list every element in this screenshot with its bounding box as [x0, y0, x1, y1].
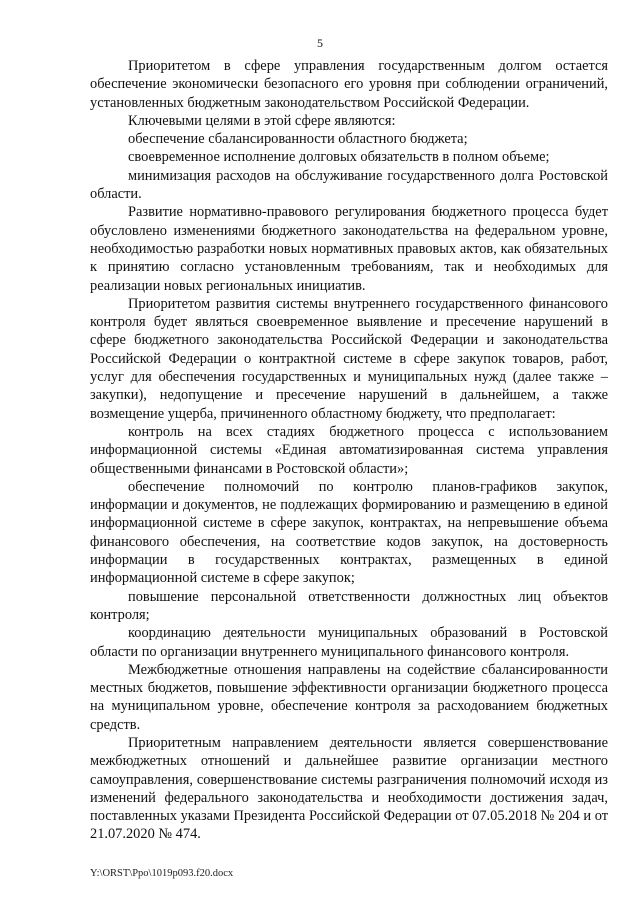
paragraph-procurement-control: обеспечение полномочий по контролю планов-графиков закупок, информации и документов, не подлежащих формированию и размещению в единой информационной системе в сфере закупок, контрактах, на непревышение объема финансового обеспечения, на соответствие кодов закупок, на достоверность информации в государственных контрактах, размещенных в единой информационной системе в сфере закупок; — [90, 478, 608, 587]
footer-file-path: Y:\ORST\Ppo\1019p093.f20.docx — [90, 868, 234, 879]
paragraph-goal-minimization: минимизация расходов на обслуживание государственного долга Ростовской области. — [90, 167, 608, 203]
paragraph-control-stages: контроль на всех стадиях бюджетного процесса с использованием информационной системы «Единая автоматизированная система управления общественными финансами в Ростовской области»; — [90, 423, 608, 477]
paragraph-goal-obligations: своевременное исполнение долговых обязательств в полном объеме; — [128, 149, 550, 166]
paragraph-debt-priority: Приоритетом в сфере управления государственным долгом остается обеспечение экономически безопасного его уровня при соблюдении ограничений, установленных бюджетным законодательством Российской Федерации. — [90, 58, 608, 111]
paragraph-interbudget: Межбюджетные отношения направлены на содействие сбалансированности местных бюджетов, повышение эффективности организации бюджетного процесса на муниципальном уровне, обеспечение контроля за расходованием бюджетных средств. — [90, 661, 608, 733]
paragraph-responsibility: повышение персональной ответственности должностных лиц объектов контроля; — [90, 588, 608, 623]
paragraph-key-goals: Ключевыми целями в этой сфере являются: — [128, 112, 396, 129]
page-number: 5 — [317, 36, 323, 50]
paragraph-goal-balance: обеспечение сбалансированности областного бюджета; — [128, 131, 468, 148]
paragraph-regulation: Развитие нормативно-правового регулирования бюджетного процесса будет обусловлено изменениями бюджетного законодательства на федеральном уровне, необходимостью разработки новых нормативных правовых актов, как обязательных к принятию согласно установленным требованиям, так и необходимых для реализации новых региональных инициатив. — [90, 204, 608, 294]
paragraph-priority-direction: Приоритетным направлением деятельности является совершенствование межбюджетных отношений и дальнейшее развитие организации местного самоуправления, совершенствование системы разграничения полномочий исходя из изменений федерального законодательства и необходимости достижения задач, поставленных указами Президента Российской Федерации от 07.05.2018 № 204 и от 21.07.2020 № 474. — [90, 734, 608, 843]
paragraph-coordination: координацию деятельности муниципальных образований в Ростовской области по организации внутреннего муниципального финансового контроля. — [90, 625, 608, 660]
paragraph-financial-control: Приоритетом развития системы внутреннего государственного финансового контроля будет являться своевременное выявление и пресечение нарушений в сфере бюджетного законодательства Российской Федерации и законодательства Российской Федерации о контрактной системе в сфере закупок товаров, работ, услуг для обеспечения государственных и муниципальных нужд (далее также – закупки), недопущение и пресечение нарушений в дальнейшем, а также возмещение ущерба, причиненного областному бюджету, что предполагает: — [90, 295, 608, 422]
document-body — [90, 57, 608, 844]
